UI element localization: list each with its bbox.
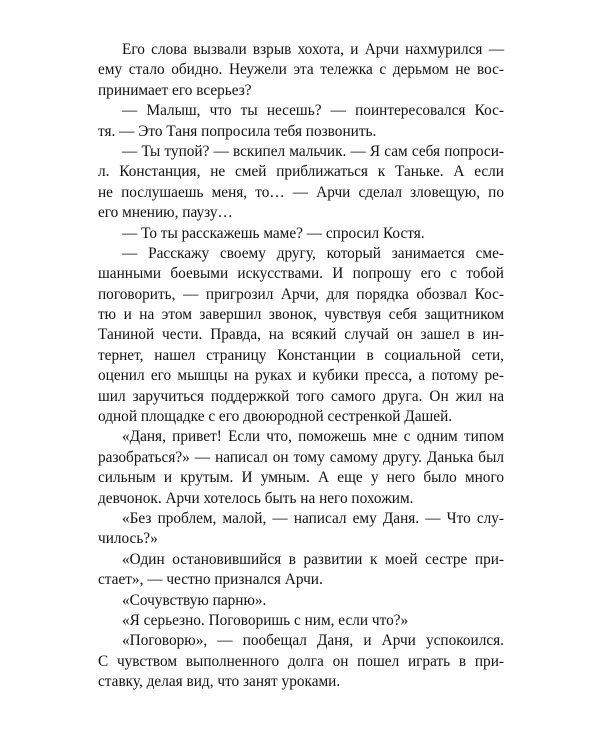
text-line: сильным и крутым. И умным. А еще у него было много [98, 469, 504, 487]
text-line: ему стало обидно. Неужели эта тележка с дерьмом не вос- [98, 61, 504, 79]
text-line: «Даня, привет! Если что, поможешь мне с одним типом [122, 428, 504, 446]
text-line: шил заручиться поддержкой того самого друга. Он жил на [98, 387, 504, 405]
text-line: шанными боевыми искусствами. И попрошу его с тобой [98, 265, 504, 283]
text-line: не послушаешь меня, то… — Арчи сделал зловещую, по [98, 183, 504, 201]
text-line: — Малыш, что ты несешь? — поинтересовался Кос- [122, 102, 504, 120]
text-line: л. Констанция, не смей приближаться к Таньке. А если [98, 163, 504, 181]
text-line: — То ты расскажешь маме? — спросил Костя. [122, 224, 425, 242]
text-line: тя. — Это Таня попросила тебя позвонить. [98, 122, 377, 140]
text-line: Его слова вызвали взрыв хохота, и Арчи нахмурился — [122, 41, 504, 58]
text-line: оценил его мышцы на руках и кубики пресса, а потому ре- [98, 367, 504, 385]
text-line: поговорить, — пригрозил Арчи, для порядка обозвал Кос- [98, 285, 504, 303]
text-line: «Без проблем, малой, — написал ему Даня. — Что слу- [122, 509, 504, 527]
text-line: тернет, нашел страницу Констанции в социальной сети, [98, 346, 504, 364]
text-line: «Сочувствую парню». [122, 591, 267, 609]
text-line: ставку, делая вид, что занят уроками. [98, 673, 341, 691]
text-line: тю и на этом завершил звонок, чувствуя себя защитником [98, 306, 504, 324]
text-line: С чувством выполненного долга он пошел играть в при- [98, 652, 504, 670]
text-line: — Ты тупой? — вскипел мальчик. — Я сам себя попроси- [122, 142, 504, 160]
text-body [98, 40, 504, 693]
text-line: «Поговорю», — пообещал Даня, и Арчи успокоился. [122, 632, 504, 650]
text-line: принимает его всерьез? [98, 81, 252, 99]
text-line: «Я серьезно. Поговоришь с ним, если что?» [122, 611, 409, 629]
text-line: стает», — честно признался Арчи. [98, 571, 323, 589]
text-line: одной площадке с его двоюродной сестренкой Дашей. [98, 408, 453, 426]
text-line: его мнению, паузу… [98, 204, 233, 222]
text-line: Таниной чести. Правда, на всякий случай он зашел в ин- [98, 326, 504, 344]
text-line: — Расскажу своему другу, который занимается сме- [122, 244, 504, 262]
text-line: чилось?» [98, 530, 158, 548]
text-line: «Один остановившийся в развитии к моей сестре при- [122, 550, 504, 568]
text-line: девчонок. Арчи хотелось быть на него похожим. [98, 489, 414, 507]
text-line: разобраться?» — написал он тому самому другу. Данька был [98, 448, 504, 466]
